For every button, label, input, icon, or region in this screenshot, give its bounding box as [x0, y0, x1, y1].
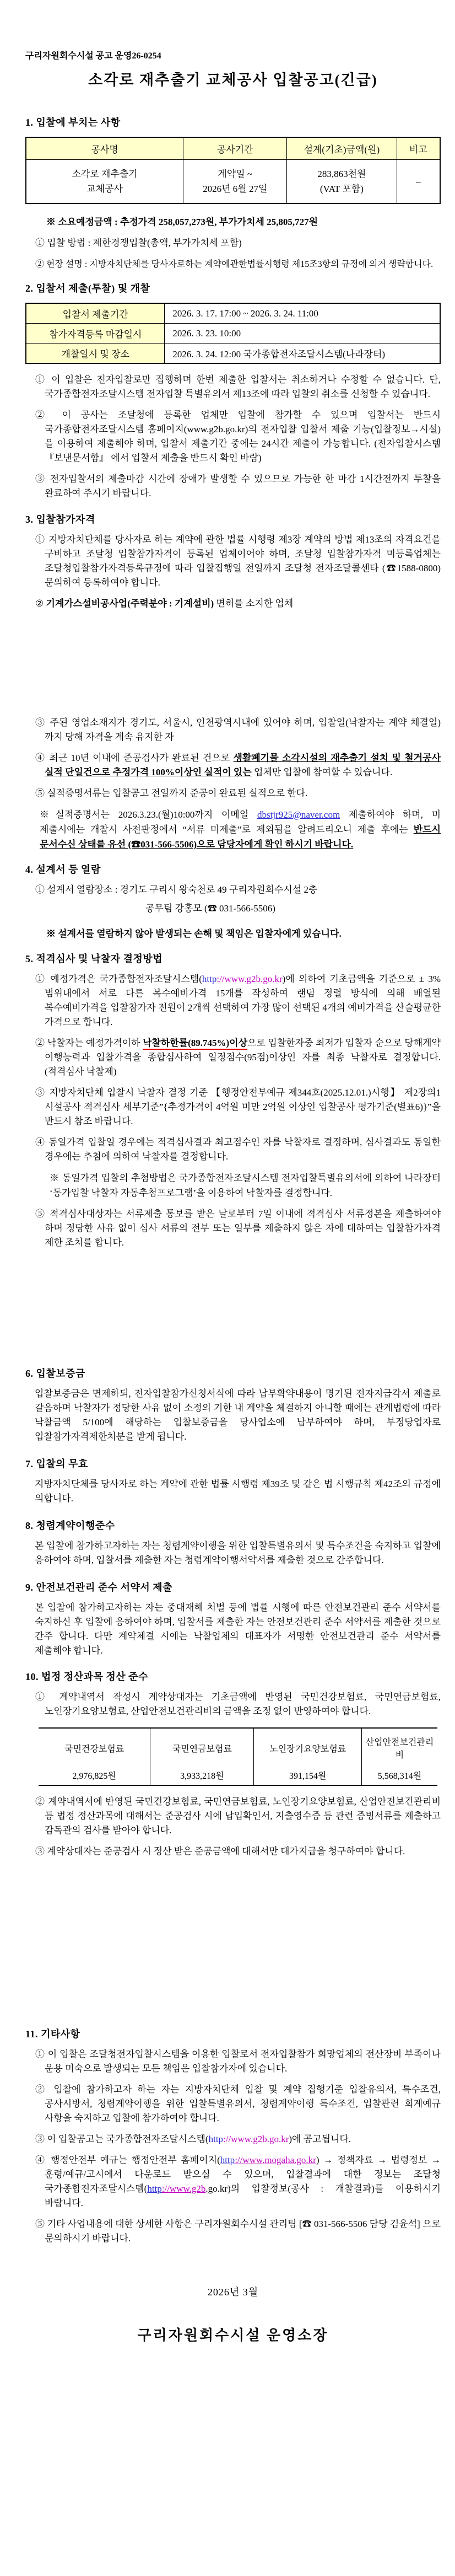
s4-contact-line: 공무팀 강홍모 (☎ 031-566-5506)	[145, 903, 275, 914]
section-10-heading: 10. 법정 정산과목 정산 준수	[25, 1671, 148, 1682]
section-1-heading: 1. 입찰에 부치는 사항	[25, 117, 121, 128]
s5-item-3: ③ 지방자치단체 입찰시 낙찰자 결정 기준 【행정안전부예규 제344호(2025.12.01.)시행】 제2장의1 시설공사 적격심사 세부기준”{추정가격이 4억원 미만 2억원 이상인 입찰공사 평가기준(별표6)}”을 반드시 참조 바랍니다.	[35, 1087, 441, 1126]
table-row	[26, 303, 440, 324]
s3-item-1: ① 지방자치단체를 당사자로 하는 계약에 관한 법률 시행령 제3장 계약의 방법 제13조의 자격요건을 구비하고 조달청 입찰참가자격이 등록된 업체이어야 하며, 조달청 입찰참가자격 미등록업체는 조달청입찰참가자격등록규정에 따라 입찰집행일 전일까지 조달청 전자조달콜센타 (☎1588-0800) 문의하여 등록하여야 합니다.	[35, 534, 441, 588]
s8-paragraph: 본 입찰에 참가하고자하는 자는 청렴계약이행을 위한 입찰특별유의서 및 특수조건을 숙지하고 입찰에 응하여야 하며, 입찰서를 제출한 자는 청렴계약이행서약서를 제출한 것으로 간주합니다.	[35, 1541, 441, 1565]
s5-tie-note: ※ 동일가격 입찰의 추첨방법은 국가종합전자조달시스템 전자입찰특별유의서에 의하여 나라장터 ‘동가입찰 낙찰자 자동추첨프로그램’을 이용하여 낙찰자를 결정합니다.	[50, 1173, 441, 1198]
section-2-heading: 2. 입찰서 제출(투찰) 및 개찰	[25, 283, 150, 294]
col-safety-management-cost: 산업안전보건관리비	[361, 1728, 437, 1761]
col-header-work-name: 공사명	[26, 137, 183, 160]
col-health-insurance: 국민건강보험료	[64, 1744, 124, 1754]
s2-item-2: ② 이 공사는 조달청에 등록한 업체만 입찰에 참가할 수 있으며 입찰서는 반드시 국가종합전자조달시스템 홈페이지(www.g2b.go.kr)의 전자입찰 입찰서 제출 기능(입찰정보→시설)을 이용하여 제출해야 하며, 입찰서 제출기간 중에는 24시간 제출이 가능합니다. (전자입찰시스템 『보낸문서함』 에서 입찰서 제출을 반드시 확인 바람)	[35, 410, 441, 463]
s3-item-2	[35, 597, 441, 611]
s10-item-3: ③ 계약상대자는 준공검사 시 정산 받은 준공금액에 대해서만 대가지급을 청구하여야 합니다.	[35, 1846, 405, 1856]
section-7-heading: 7. 입찰의 무효	[25, 1458, 88, 1469]
s3-performance-note	[40, 807, 441, 852]
s3-item-3: ③ 주된 영업소재지가 경기도, 서울시, 인천광역시내에 있어야 하며, 입찰일(낙찰자는 계약 체결일) 까지 당해 자격을 계속 유지한 자	[35, 717, 441, 742]
s9-paragraph: 본 입찰에 참가하고자하는 자는 중대재해 처벌 등에 법률 시행에 따른 안전보건관리 준수 서약서를 숙지하신 후 입찰에 응하여야 하며, 입찰서를 제출한 자는 안전보건관리 준수 서약서를 제출한 것으로 간주 합니다. 다만 계약체결 시에는 낙찰업체의 대표자가 서명한 안전보건관리 준수 서약서를 제출해야 합니다.	[35, 1602, 441, 1656]
table-row	[26, 344, 440, 364]
table-row	[26, 160, 440, 204]
section-11-heading: 11. 기타사항	[25, 2028, 80, 2040]
estimated-amount-note: ※ 소요예정금액 : 추정가격 258,057,273원, 부가가치세 25,805,727원	[46, 217, 318, 227]
s11-item-3	[35, 2132, 441, 2146]
cell-work-name	[26, 160, 183, 204]
bid-overview-table	[25, 137, 441, 204]
row-label-opening-datetime: 개찰일시 및 장소	[26, 344, 165, 364]
design-amount-line1: 283,863천원	[317, 169, 366, 179]
section-9-heading: 9. 안전보건관리 준수 서약서 제출	[25, 1582, 173, 1593]
design-amount-line2: (VAT 포함)	[319, 184, 364, 194]
s3-note-mid: 제출하여야 하며, 미 제출시에는 개찰시 사전판정에서 “서류 미제출”로 제외됨을 알려드리오니 제출 후에는	[40, 809, 441, 835]
s3-item-2-license: 기계가스설비공사업(주력분야 : 기계설비)	[46, 598, 214, 609]
s1-item-1: ① 입찰 방법 : 제한경쟁입찰(총액, 부가가치세 포함)	[35, 238, 242, 248]
s5-item-5: ⑤ 적격심사대상자는 서류제출 통보를 받은 날로부터 7일 이내에 적격심사 서류정본을 제출하여야 하며 정당한 사유 없이 심사 서류의 전부 또는 일부를 제출하지 않은 자에 대하여는 입찰참가자격 제한 조치를 합니다.	[35, 1209, 441, 1248]
s11-item-5: ⑤ 기타 사업내용에 대한 상세한 사항은 구리자원회수시설 관리팀 [☎ 031-566-5506 담당 김윤석] 으로 문의하시기 바랍니다.	[35, 2219, 441, 2244]
mogaha-link-url[interactable]: ://www.mogaha.go.kr	[235, 2155, 316, 2165]
s5-item-4: ④ 동일가격 입찰일 경우에는 적격심사결과 최고점수인 자를 낙찰자로 결정하며, 심사결과도 동일한 경우에는 추첨에 의하여 낙찰자를 결정합니다.	[35, 1137, 441, 1162]
award-lower-limit: 낙찰하한률(89.745%)이상	[143, 1038, 247, 1050]
s5-item-2-post: 으로 입찰한자중 최저가 입찰자 순으로 당해계약 이행능력과 입찰가격을 종합심사하여 일정점수(95점)이상인 자를 최종 낙찰자로 결정합니다.(적격심사 낙찰제)	[45, 1038, 441, 1077]
row-label-registration-deadline: 참가자격등록 마감일시	[26, 324, 165, 344]
s1-item-2: ② 현장 설명 : 지방자치단체를 당사자로하는 계약에관한법률시행령 제15조3항의 규정에 의거 생략합니다.	[35, 260, 434, 269]
s5-item-2-pre: ② 낙찰자는 예정가격이하	[35, 1038, 143, 1048]
s3-note-pre: ※실적증명서는 2026.3.23.(월)10:00까지 이메일	[40, 809, 257, 820]
issuing-authority: 구리자원회수시설 운영소장	[137, 2327, 329, 2343]
work-name-line1: 소각로 재추출기	[72, 169, 138, 179]
cell-remark: –	[397, 160, 440, 204]
col-longterm-care-insurance: 노인장기요양보험료	[254, 1728, 361, 1761]
col-header-design-amount: 설계(기초)금액(원)	[287, 137, 397, 160]
table-header-row	[26, 137, 440, 160]
g2b-result-link-http[interactable]: http	[147, 2183, 162, 2194]
s4-disclaimer-note: ※ 설계서를 열람하지 않아 발생되는 손해 및 책임은 입찰자에게 있습니다.	[46, 929, 342, 939]
page-title: 소각로 재추출기 교체공사 입찰공고(긴급)	[88, 72, 378, 88]
val-pension-insurance: 3,933,218원	[150, 1761, 254, 1785]
val-longterm-care-insurance: 391,154원	[254, 1761, 361, 1785]
val-health-insurance: 2,976,825원	[72, 1771, 116, 1781]
s11-item-4-post: .go.kr)의 입찰정보(공사 : 개찰결과)를 이용하시기 바랍니다.	[45, 2183, 441, 2208]
col-header-work-period: 공사기간	[183, 137, 287, 160]
col-pension-insurance: 국민연금보험료	[150, 1728, 254, 1761]
work-period-line1: 계약일 ~	[218, 169, 253, 179]
issue-date: 2026년 3월	[207, 2287, 259, 2298]
row-label-submission-period: 입찰서 제출기간	[26, 303, 165, 324]
s2-item-1: ① 이 입찰은 전자입찰로만 집행하며 한번 제출한 입찰서는 취소하거나 수정할 수 없습니다. 단, 국가종합전자조달시스템 전자입찰 특별유의서 제13조에 따라 입찰의 취소를 신청할 수 있습니다.	[35, 374, 441, 399]
g2b-notice-link-url[interactable]: ://www.g2b.go.kr	[223, 2134, 289, 2144]
s11-item-4-mid: ) → 정책자료 → 법령정보 → 훈령/예규/고시에서 다운로드 받으실 수 있으며, 입찰결과에 대한 정보는 조달청 국가종합전자조달시스템(	[45, 2155, 441, 2194]
statutory-costs-table	[39, 1727, 437, 1786]
s4-item-1: ① 설계서 열람장소 : 경기도 구리시 왕숙천로 49 구리자원회수시설 2층	[35, 884, 318, 895]
col-header-remark: 비고	[397, 137, 440, 160]
s11-item-3-post: )에 공고됩니다.	[289, 2134, 351, 2144]
s11-item-3-pre: ③ 이 입찰공고는 국가종합전자조달시스템(	[35, 2134, 209, 2144]
table-header-row	[39, 1728, 437, 1761]
section-8-heading: 8. 청렴계약이행준수	[25, 1520, 115, 1531]
s3-item-4-requirement: 생활폐기물 소각시설의 재추출기 설치 및 철거공사 실적 단일건으로 추정가격 100%이상인 실적이 있는	[45, 753, 441, 777]
s3-item-4-post: 업체만 입찰에 참여할 수 있습니다.	[251, 767, 393, 777]
email-link[interactable]: dbstjr925@naver.com	[257, 809, 340, 820]
row-value-opening-datetime: 2026. 3. 24. 12:00 국가종합전자조달시스템(나라장터)	[165, 344, 440, 364]
s7-paragraph: 지방자치단체를 당사자로 하는 계약에 관한 법률 시행령 제39조 및 같은 법 시행규칙 제42조의 규정에 의합니다.	[35, 1479, 441, 1504]
section-6-heading: 6. 입찰보증금	[25, 1368, 85, 1379]
g2b-link-http[interactable]: http	[202, 974, 217, 984]
s10-item-2: ② 계약내역서에 반영된 국민건강보험료, 국민연금보험료, 노인장기요양보험료, 산업안전보건관리비 등 법정 정산과목에 대해서는 준공검사 시에 납입확인서, 지출영수증 등 관련 증빙서류를 제출하고 감독관의 검사를 받아야 합니다.	[35, 1796, 441, 1836]
s3-item-2-pre: ②	[35, 598, 46, 609]
g2b-result-link-url[interactable]: ://www.g2b	[161, 2183, 206, 2194]
table-value-row	[39, 1761, 437, 1785]
s6-paragraph: 입찰보증금은 면제하되, 전자입찰참가신청서식에 따라 납부확약내용이 명기된 전자지급각서 제출로 갈음하며 낙찰자가 정당한 사유 없이 소정의 기한 내 계약을 체결하지 아니할 때에는 관계법령에 따라 낙찰금액 5/100에 해당하는 입찰보증금을 당사업소에 납부하여야 하며, 부정당업자로 입찰참가자격제한처분을 받게 됩니다.	[35, 1388, 441, 1442]
work-period-line2: 2026년 6월 27일	[203, 184, 268, 194]
s3-item-5: ⑤ 실적증명서류는 입찰공고 전일까지 준공이 완료된 실적으로 한다.	[35, 788, 308, 798]
s10-item-1: ① 계약내역서 작성시 계약상대자는 기초금액에 반영된 국민건강보험료, 국민연금보험료, 노인장기요양보험료, 산업안전보건관리비의 금액을 조정 없이 반영하여야 합니다.	[35, 1692, 441, 1716]
g2b-notice-link-http[interactable]: http	[208, 2134, 224, 2144]
s11-item-4	[35, 2153, 441, 2210]
s5-item-2	[35, 1036, 441, 1079]
s3-note-confirm: 반드시 문서수신 상태를 유선 (☎031-566-5506)으로 담당자에게 확인 하시기 바랍니다.	[40, 824, 441, 850]
s3-item-4-pre: ④ 최근 10년 이내에 준공검사가 완료된 건으로	[35, 753, 234, 763]
mogaha-link-http[interactable]: http	[220, 2155, 235, 2165]
section-5-heading: 5. 적격심사 및 낙찰자 결정방법	[25, 953, 163, 964]
s11-item-2: ② 입찰에 참가하고자 하는 자는 지방자치단체 입찰 및 계약 집행기준 입찰유의서, 특수조건, 공사시방서, 청렴계약이행을 위한 입찰특별유의서, 청렴계약이행 특수조건, 입찰관련 회계예규 사항을 숙지하고 입찰에 참가하여야 합니다.	[35, 2084, 441, 2123]
cell-work-period	[183, 160, 287, 204]
s5-item-1-post: )에 의하여 기초금액을 기준으로 ± 3% 범위내에서 서로 다른 복수예비가격 15개를 작성하여 랜덤 정렬 방식에 의해 배열된 복수예비가격을 입찰참가자 전원이 2개씩 선택하여 가장 많이 선택된 4개의 예비가격을 산술평균한 가격으로 합니다.	[45, 974, 441, 1027]
row-value-submission-period: 2026. 3. 17. 17:00 ~ 2026. 3. 24. 11:00	[165, 303, 440, 324]
s3-item-2-post: 면허를 소지한 업체	[214, 598, 294, 609]
section-3-heading: 3. 입찰참가자격	[25, 514, 95, 525]
table-row	[26, 324, 440, 344]
val-safety-management-cost: 5,568,314원	[361, 1761, 437, 1785]
cell-design-amount	[287, 160, 397, 204]
submission-schedule-table	[25, 303, 441, 364]
s11-item-1: ① 이 입찰은 조달청전자입찰시스템을 이용한 입찰로서 전자입찰참가 희망업체의 전산장비 부족이나 운용 미숙으로 발생되는 모든 책임은 입찰참가자에 있습니다.	[35, 2049, 441, 2074]
work-name-line2: 교체공사	[86, 184, 123, 194]
s5-item-1	[35, 972, 441, 1029]
s2-item-3: ③ 전자입찰서의 제출마감 시간에 장애가 발생할 수 있으므로 가능한 한 마감 1시간전까지 투찰을 완료하여 주시기 바랍니다.	[35, 474, 441, 498]
section-4-heading: 4. 설계서 등 열람	[25, 864, 101, 875]
s3-item-4	[35, 751, 441, 780]
s11-item-4-pre: ④ 행정안전부 예규는 행정안전부 홈페이지(	[35, 2155, 220, 2165]
page-break-gap	[25, 611, 441, 709]
notice-number: 구리자원회수시설 공고 운영26-0254	[25, 51, 161, 61]
s5-item-1-pre: ① 예정가격은 국가종합전자조달시스템(	[35, 974, 202, 984]
row-value-registration-deadline: 2026. 3. 23. 10:00	[165, 324, 440, 344]
g2b-link-url[interactable]: ://www.g2b.go.kr	[216, 974, 283, 984]
